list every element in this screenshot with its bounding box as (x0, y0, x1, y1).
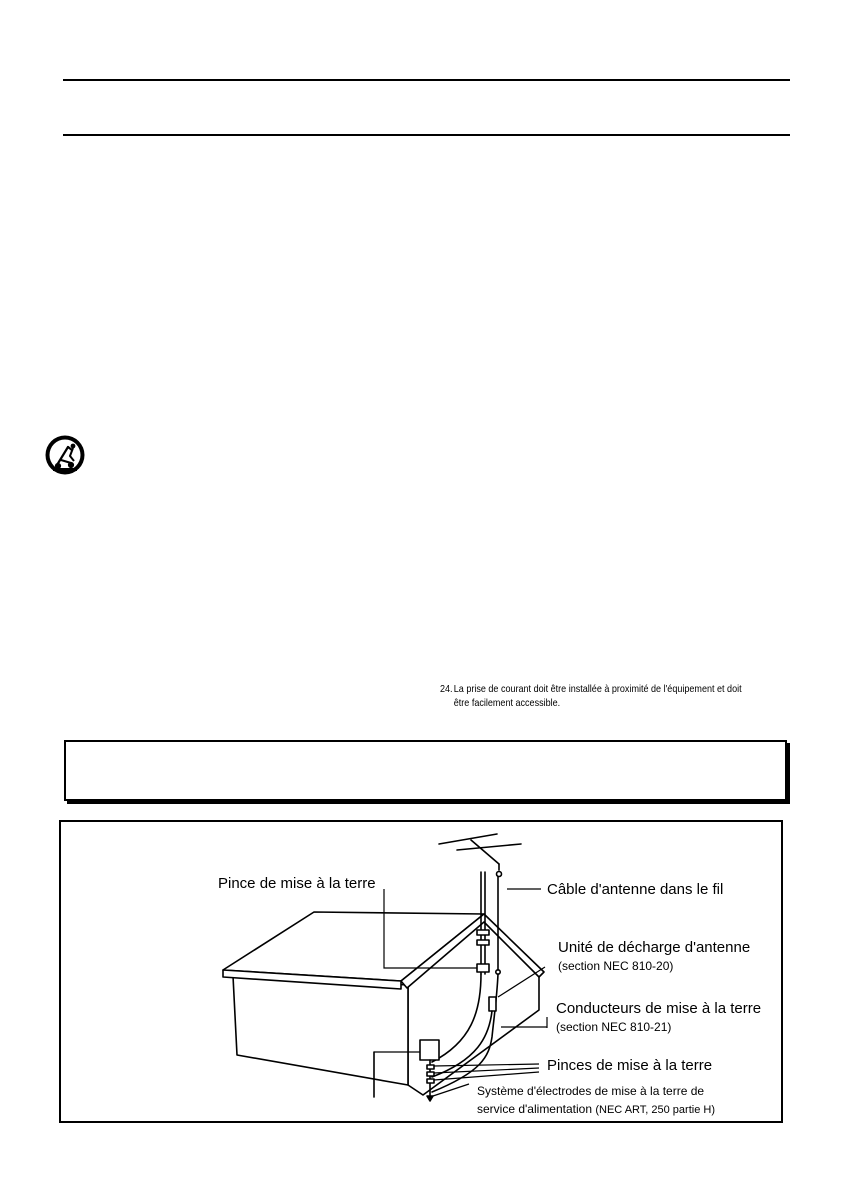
warning-box (64, 740, 787, 801)
cart-tip-over-warning-icon (44, 434, 86, 476)
label-grounding-clamp: Pince de mise à la terre (218, 875, 376, 892)
label-electrode-system-line1: Système d'électrodes de mise à la terre de (477, 1084, 705, 1098)
header-rule-bottom (63, 134, 790, 136)
item-number: 24. (440, 683, 453, 695)
antenna-grounding-diagram (59, 820, 783, 1123)
label-grounding-clamps: Pinces de mise à la terre (547, 1057, 713, 1074)
item-text-line2: être facilement accessible. (453, 696, 561, 709)
item-text-line1: La prise de courant doit être installée à proximité de l'équipement et doit (453, 683, 742, 695)
label-electrode-text: service d'alimentation (477, 1102, 593, 1116)
header-rule-top (63, 79, 790, 81)
label-electrode-ref: (NEC ART, 250 partie H) (595, 1104, 715, 1116)
instruction-item-24 (440, 683, 750, 710)
label-grounding-conductors: Conducteurs de mise à la terre (556, 1000, 762, 1017)
label-antenna-discharge-unit: Unité de décharge d'antenne (558, 939, 751, 956)
label-electrode-system-line2 (477, 1102, 715, 1117)
label-conductors-ref: (section NEC 810-21) (556, 1020, 672, 1034)
label-discharge-unit-ref: (section NEC 810-20) (558, 959, 674, 973)
label-antenna-lead-in-wire: Câble d'antenne dans le fil (547, 881, 724, 898)
